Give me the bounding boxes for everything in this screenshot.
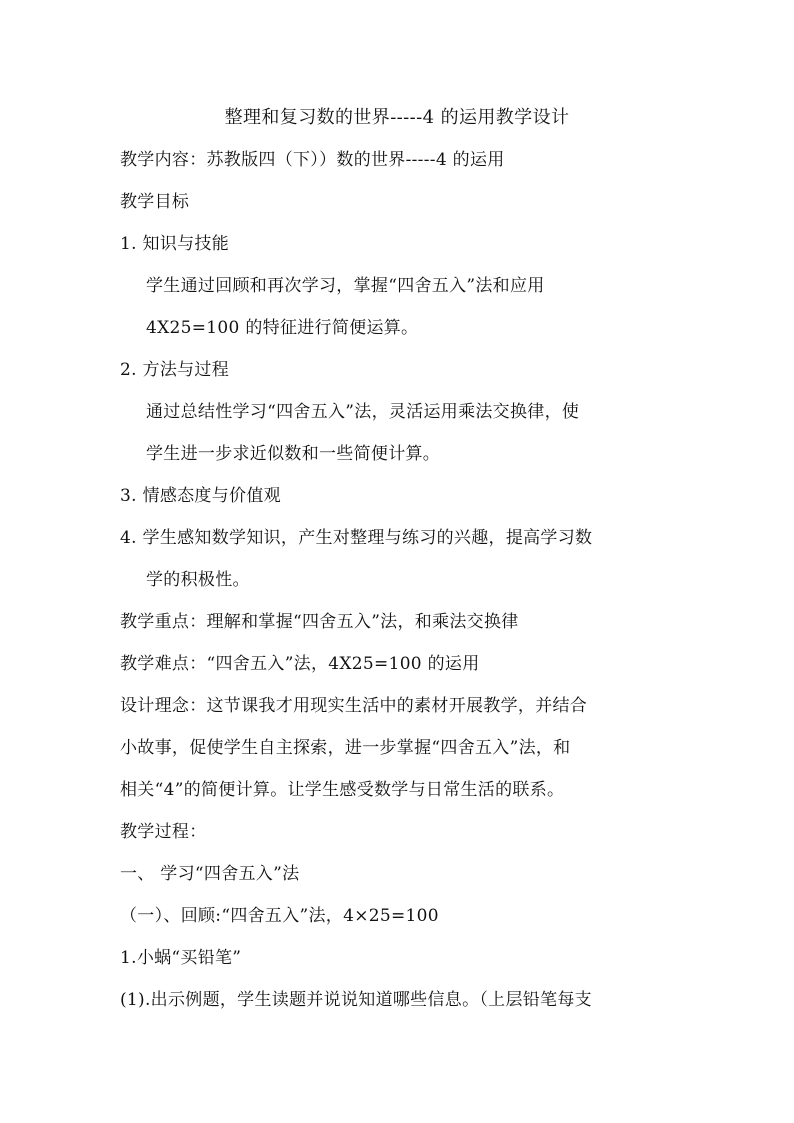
key-point: 教学重点：理解和掌握“四舍五入”法，和乘法交换律 xyxy=(120,612,519,632)
subsection-1-heading: （一）、回顾:“四舍五入”法，4×25=100 xyxy=(120,906,439,926)
objective-1-heading: 1. 知识与技能 xyxy=(120,234,230,254)
item-1-1: (1).出示例题，学生读题并说说知道哪些信息。（上层铅笔每支 xyxy=(120,990,592,1010)
objective-1-text-line1: 学生通过回顾和再次学习，掌握“四舍五入”法和应用 xyxy=(146,276,545,296)
process-heading: 教学过程： xyxy=(120,822,207,842)
teaching-content: 教学内容：苏教版四（下））数的世界-----4 的运用 xyxy=(120,150,505,170)
objective-4-line1: 4. 学生感知数学知识，产生对整理与练习的兴趣，提高学习数 xyxy=(120,528,593,548)
design-idea-line2: 小故事，促使学生自主探索，进一步掌握“四舍五入”法，和 xyxy=(120,738,571,758)
objective-4-line2: 学的积极性。 xyxy=(146,570,250,590)
objective-3-heading: 3. 情感态度与价值观 xyxy=(120,486,281,506)
objectives-heading: 教学目标 xyxy=(120,192,190,212)
design-idea-line1: 设计理念：这节课我才用现实生活中的素材开展教学，并结合 xyxy=(120,696,588,716)
design-idea-line3: 相关“4”的简便计算。让学生感受数学与日常生活的联系。 xyxy=(120,780,565,800)
objective-1-text-line2: 4X25=100 的特征进行简便运算。 xyxy=(146,318,419,338)
section-1-heading: 一、 学习“四舍五入”法 xyxy=(120,864,300,884)
objective-2-text-line1: 通过总结性学习“四舍五入”法，灵活运用乘法交换律，使 xyxy=(146,402,580,422)
objective-2-heading: 2. 方法与过程 xyxy=(120,360,230,380)
objective-2-text-line2: 学生进一步求近似数和一些简便计算。 xyxy=(146,444,441,464)
difficulty: 教学难点：“四舍五入”法，4X25=100 的运用 xyxy=(120,654,480,674)
document-title: 整理和复习数的世界-----4 的运用教学设计 xyxy=(224,107,570,128)
item-1: 1.小蜗“买铅笔” xyxy=(120,948,242,968)
